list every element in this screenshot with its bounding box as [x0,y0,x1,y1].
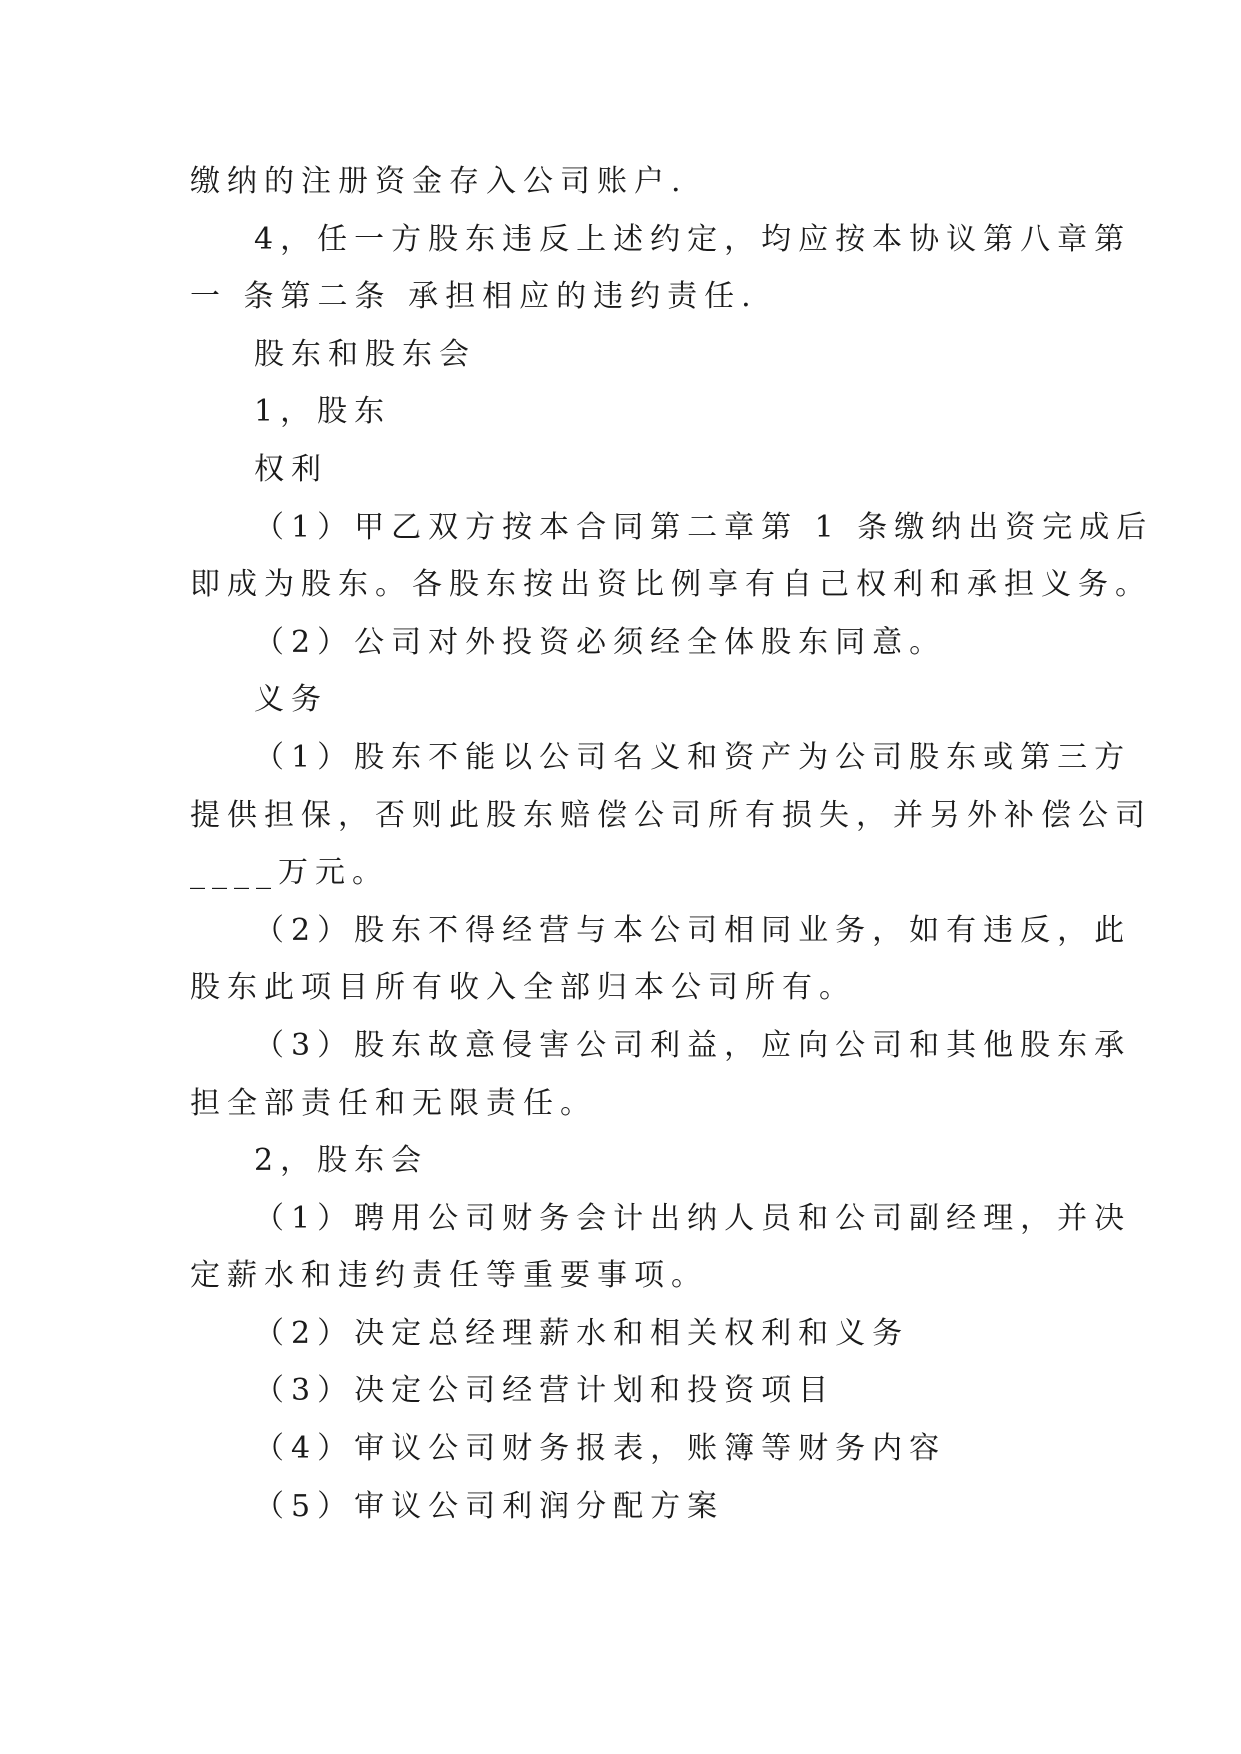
text-line: 担全部责任和无限责任。 [190,1085,597,1121]
text-line: （4）审议公司财务报表，账簿等财务内容 [254,1431,947,1467]
text-line: 即成为股东。各股东按出资比例享有自己权利和承担义务。 [190,567,1152,603]
document-body [190,153,1154,1535]
text-line: （5）审议公司利润分配方案 [254,1488,725,1524]
text-line: 定薪水和违约责任等重要事项。 [190,1258,708,1294]
text-line: 缴纳的注册资金存入公司账户. [190,164,688,199]
text-line: （1）聘用公司财务会计出纳人员和公司副经理，并决 [254,1200,1132,1236]
subsection-heading: 权利 [254,451,328,487]
text-line: （3）决定公司经营计划和投资项目 [254,1373,836,1409]
text-line: 股东此项目所有收入全部归本公司所有。 [190,970,856,1006]
subsection-heading: 1，股东 [254,394,392,430]
subsection-heading: 义务 [254,682,328,718]
text-line: （2）公司对外投资必须经全体股东同意。 [254,624,947,660]
text-line: （1）甲乙双方按本合同第二章第 1 条缴纳出资完成后 [254,509,1154,545]
text-line: 4，任一方股东违反上述约定，均应按本协议第八章第 [254,221,1132,257]
subsection-heading: 2，股东会 [254,1143,429,1179]
text-line: 一 条第二条 承担相应的违约责任. [190,279,758,315]
text-line: 提供担保，否则此股东赔偿公司所有损失，并另外补偿公司 [190,797,1152,833]
text-line: （1）股东不能以公司名义和资产为公司股东或第三方 [254,739,1132,775]
text-line: （2）股东不得经营与本公司相同业务，如有违反，此 [254,912,1132,948]
section-heading: 股东和股东会 [254,336,476,372]
text-line: ____万元。 [190,855,389,891]
text-line: （3）股东故意侵害公司利益，应向公司和其他股东承 [254,1027,1132,1063]
text-line: （2）决定总经理薪水和相关权利和义务 [254,1315,910,1351]
